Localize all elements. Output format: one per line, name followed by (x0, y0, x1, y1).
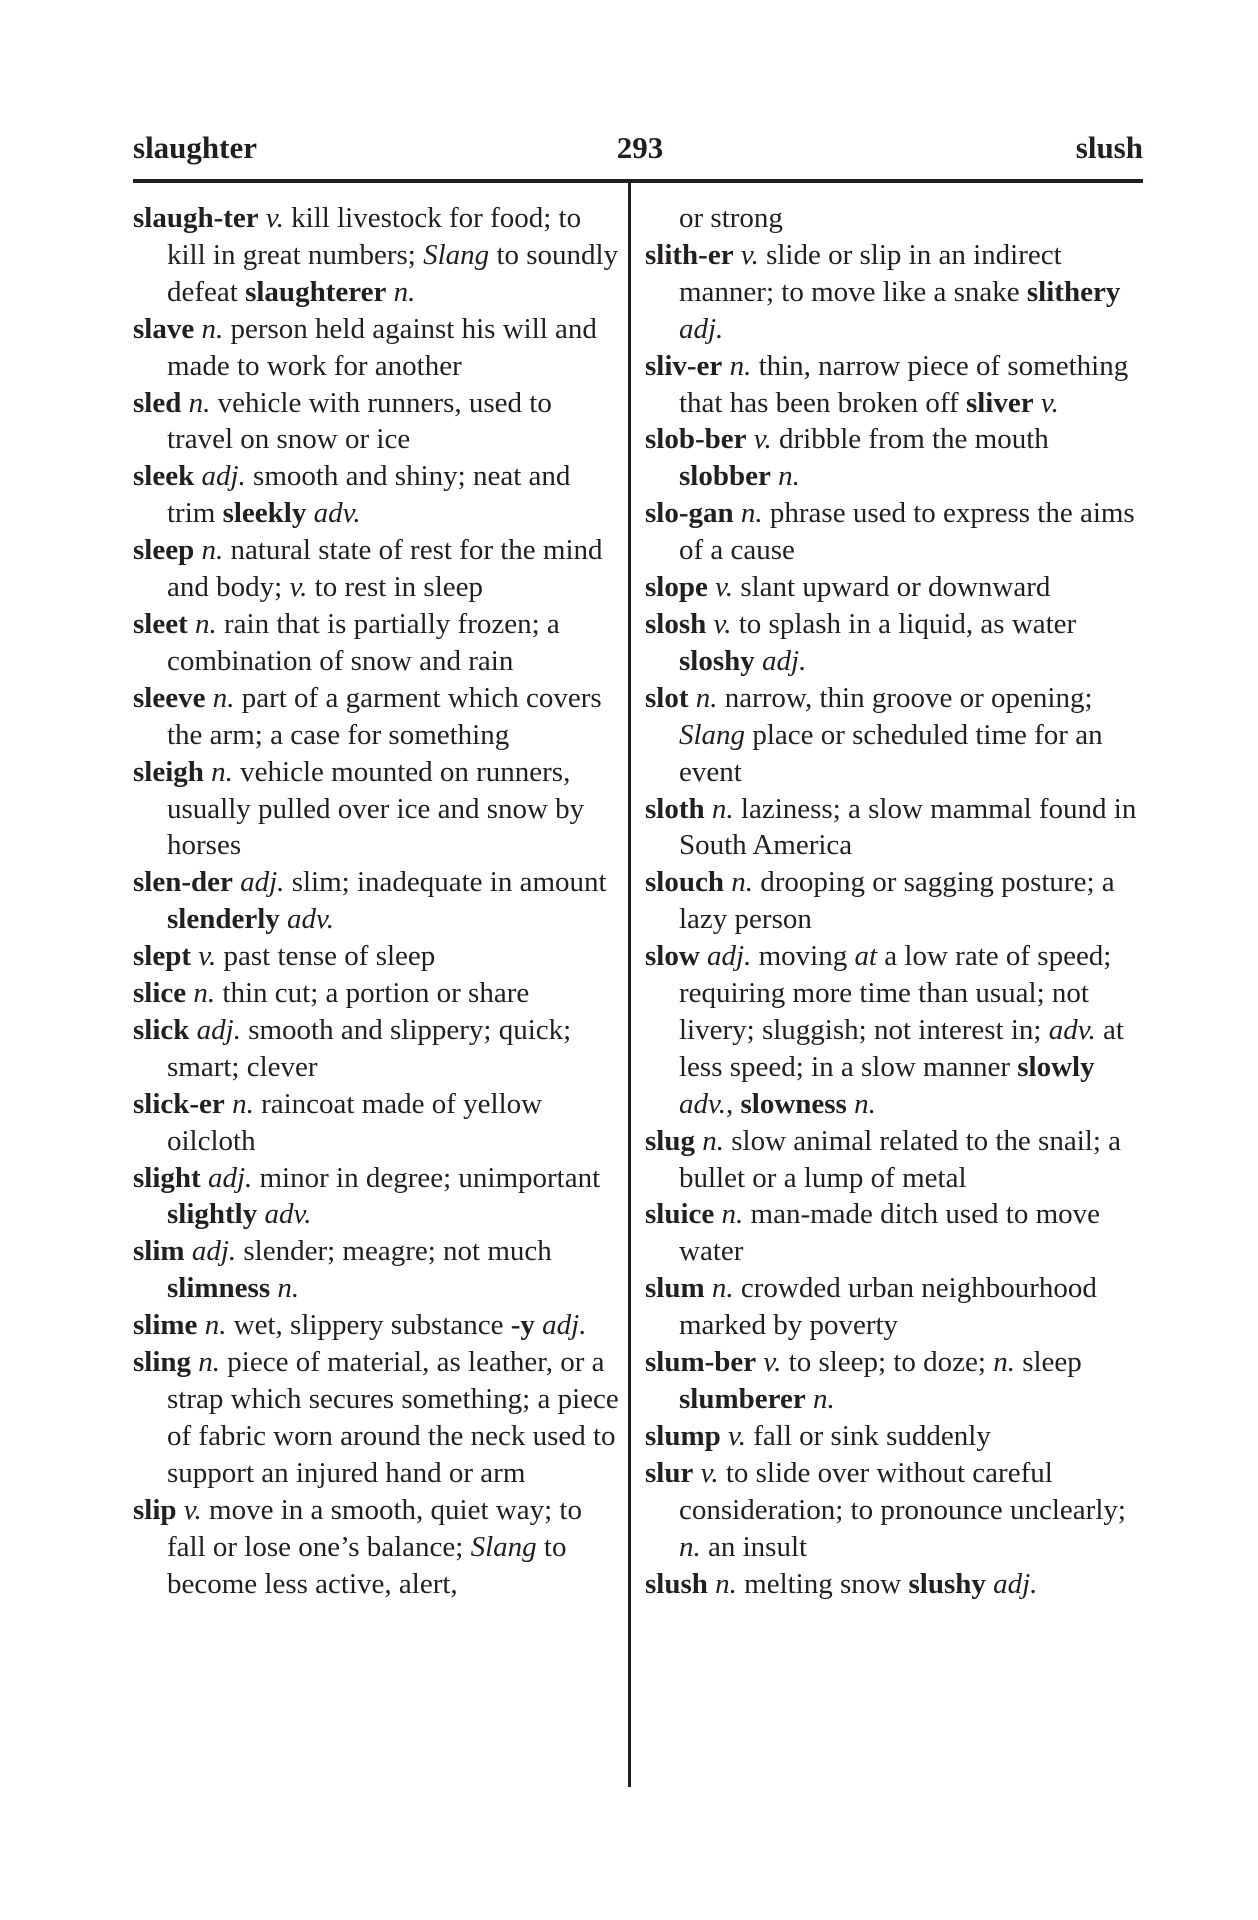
headword: slick (133, 1013, 190, 1046)
dictionary-entry (133, 864, 621, 938)
headword: slouch (645, 866, 724, 899)
derived-form: slenderly (167, 903, 280, 936)
part-of-speech: v. (713, 607, 732, 640)
part-of-speech: adj. (762, 644, 807, 677)
definition-text: a low rate of speed; requiring more time than usual; not livery; sluggish; not interest in; (679, 940, 1112, 1046)
definition-text: thin cut; a portion or share (215, 977, 530, 1010)
definition-text: smooth and shiny; neat and trim (167, 460, 571, 530)
part-of-speech: v. (183, 1493, 202, 1526)
dictionary-entry (133, 1307, 621, 1344)
definition-text: at less speed; in a slow manner (679, 1013, 1124, 1083)
part-of-speech: v. (753, 423, 772, 456)
definition-text: natural state of rest for the mind and body; (167, 534, 603, 604)
definition-text (771, 460, 778, 492)
headword: slur (645, 1456, 694, 1489)
left-guide-word: slaughter (133, 130, 257, 165)
definition-text: to become less active, alert, (167, 1530, 567, 1600)
dictionary-entry (645, 1270, 1145, 1344)
definition-text: vehicle with runners, used to travel on snow or ice (167, 386, 552, 456)
part-of-speech: n. (195, 607, 217, 640)
part-of-speech: n. (778, 460, 800, 493)
definition-text: rain that is partially frozen; a combination of snow and rain (167, 607, 560, 677)
headword: slave (133, 312, 195, 345)
headword: slug (645, 1124, 695, 1157)
definition-text (755, 645, 762, 677)
part-of-speech: n. (740, 497, 763, 530)
dictionary-entry (645, 237, 1145, 348)
part-of-speech: n. (715, 1567, 737, 1600)
dictionary-entry (133, 938, 621, 975)
headword: sleep (133, 534, 195, 567)
definition-text: minor in degree; unimportant (252, 1161, 601, 1194)
headword: slope (645, 571, 708, 604)
headword: sleigh (133, 755, 204, 788)
part-of-speech: n. (731, 866, 753, 899)
part-of-speech: n. (277, 1272, 300, 1305)
part-of-speech: v. (763, 1346, 782, 1379)
part-of-speech: n. (201, 312, 224, 345)
definition-text: laziness; a slow mammal found in South America (679, 792, 1137, 862)
part-of-speech: v. (1040, 386, 1059, 419)
dictionary-entry (645, 569, 1145, 606)
dictionary-entry (645, 1418, 1145, 1455)
part-of-speech: n. (201, 534, 224, 567)
derived-form: slithery (1026, 275, 1121, 308)
definition-text: an insult (700, 1530, 808, 1563)
dictionary-entry (645, 1123, 1145, 1197)
part-of-speech: adj. (207, 1161, 253, 1194)
part-of-speech: n. (193, 977, 216, 1010)
headword: sleeve (133, 681, 206, 714)
definition-text: moving (751, 940, 855, 973)
definition-text: crowded urban neighbourhood marked by poverty (679, 1272, 1097, 1342)
definition-text: vehicle mounted on runners, usually pulled over ice and snow by horses (167, 755, 585, 862)
definition-text: man-made ditch used to move water (679, 1198, 1101, 1268)
headword: slo-gan (645, 497, 734, 530)
dictionary-entry (645, 791, 1145, 865)
definition-text: fall or sink suddenly (746, 1419, 991, 1452)
dictionary-entry (133, 1492, 621, 1603)
headword: slow (645, 940, 700, 973)
derived-form: sleekly (222, 497, 307, 530)
part-of-speech: n. (204, 1309, 227, 1342)
definition-text: slim; inadequate in amount (284, 866, 607, 899)
definition-text: to slide over without careful consideration; to pronounce unclearly; (679, 1456, 1126, 1526)
definition-text: past tense of sleep (216, 940, 436, 973)
definition-text: to soundly defeat (167, 238, 619, 308)
part-of-speech: adj. (993, 1567, 1038, 1600)
left-column (133, 200, 621, 1602)
part-of-speech: n. (702, 1124, 724, 1157)
definition-text (257, 1198, 264, 1230)
headword: slith-er (645, 238, 734, 271)
part-of-speech: adv. (679, 1087, 726, 1120)
headword: slum (645, 1272, 705, 1305)
part-of-speech: adj. (542, 1309, 587, 1342)
dictionary-entry (645, 1196, 1145, 1270)
headword: sleet (133, 607, 188, 640)
headword: slump (645, 1419, 721, 1452)
definition-text (386, 276, 393, 308)
part-of-speech: n. (812, 1383, 835, 1415)
definition-text: slender; meagre; not much (236, 1235, 552, 1268)
derived-form: slowly (1017, 1050, 1095, 1083)
part-of-speech: v. (289, 571, 308, 604)
definition-text: slide or slip in an indirect manner; to move like a snake (679, 238, 1062, 308)
dictionary-entry (645, 680, 1145, 791)
headword: slight (133, 1161, 201, 1194)
part-of-speech: n. (711, 792, 734, 825)
usage-label: at (854, 940, 878, 973)
definition-text: place or scheduled time for an event (679, 718, 1103, 788)
headword: sliv-er (645, 349, 723, 382)
part-of-speech: v. (715, 571, 734, 604)
part-of-speech: v. (728, 1419, 746, 1452)
definition-text: dribble from the mouth (771, 423, 1049, 456)
definition-text: or strong (679, 202, 783, 234)
part-of-speech: adv. (1048, 1013, 1096, 1046)
part-of-speech: n. (711, 1272, 734, 1305)
definition-text: wet, slippery substance (226, 1309, 511, 1342)
part-of-speech: n. (211, 755, 233, 788)
part-of-speech: n. (854, 1087, 876, 1120)
right-guide-word: slush (1075, 130, 1143, 165)
headword: slen-der (133, 866, 233, 899)
dictionary-entry (133, 680, 621, 754)
definition-text: smooth and slippery; quick; smart; clever (167, 1013, 572, 1083)
headword: slaugh-ter (133, 202, 259, 234)
dictionary-entry (133, 458, 621, 532)
headword: slob-ber (645, 423, 747, 456)
page-number: 293 (616, 130, 664, 165)
dictionary-entry (133, 1344, 621, 1492)
definition-text (806, 1383, 813, 1415)
part-of-speech: adv. (313, 497, 361, 530)
derived-form: slimness (167, 1272, 271, 1305)
definition-text (280, 903, 287, 935)
derived-form: slobber (679, 460, 771, 493)
dictionary-entry (133, 1012, 621, 1086)
dictionary-entry (645, 495, 1145, 569)
dictionary-entry (133, 1086, 621, 1160)
headword: slim (133, 1235, 185, 1268)
part-of-speech: n. (729, 349, 752, 382)
part-of-speech: n. (721, 1198, 744, 1231)
usage-label: Slang (423, 238, 490, 271)
headword: slick-er (133, 1087, 225, 1120)
derived-form: sliver (965, 386, 1034, 419)
part-of-speech: n. (198, 1346, 221, 1379)
headword: sling (133, 1346, 192, 1379)
definition-text: slant upward or downward (733, 571, 1051, 604)
dictionary-entry (133, 532, 621, 606)
dictionary-entry (133, 311, 621, 385)
part-of-speech: v. (265, 202, 284, 234)
dictionary-entry (645, 606, 1145, 680)
definition-text: piece of material, as leather, or a strap which secures something; a piece of fabric worn around the neck used to support an injured hand or arm (167, 1346, 619, 1489)
part-of-speech: v. (740, 238, 759, 271)
definition-text: thin, narrow piece of something that has been broken off (679, 349, 1129, 419)
derived-form: slowness (740, 1087, 847, 1120)
dictionary-entry (133, 200, 621, 311)
headword: sloth (645, 792, 705, 825)
derived-form: slushy (908, 1567, 986, 1600)
part-of-speech: adv. (287, 903, 335, 936)
headword: sluice (645, 1198, 715, 1231)
definition-text: sleep (1014, 1346, 1082, 1379)
part-of-speech: adj. (191, 1235, 237, 1268)
headword: slot (645, 681, 689, 714)
dictionary-entry (645, 1344, 1145, 1418)
dictionary-entry (133, 1160, 621, 1234)
dictionary-entry (645, 1455, 1145, 1566)
definition-text: narrow, thin groove or opening; (717, 681, 1093, 714)
definition-text: melting snow (736, 1567, 909, 1600)
part-of-speech: adv. (264, 1198, 312, 1231)
headword: slum-ber (645, 1346, 757, 1379)
definition-text (847, 1088, 854, 1120)
headword: slosh (645, 607, 707, 640)
definition-text: phrase used to express the aims of a cause (679, 497, 1135, 567)
definition-text: to splash in a liquid, as water (731, 607, 1077, 640)
usage-label: Slang (679, 718, 746, 751)
definition-text: to rest in sleep (307, 571, 483, 604)
derived-form: slumberer (679, 1383, 806, 1415)
part-of-speech: adj. (679, 312, 724, 345)
definition-text: move in a smooth, quiet way; to fall or lose one’s balance; (167, 1493, 582, 1563)
part-of-speech: n. (212, 681, 235, 714)
dictionary-entry (645, 421, 1145, 495)
dictionary-entry (645, 864, 1145, 938)
part-of-speech: n. (695, 681, 718, 714)
definition-text (1034, 387, 1041, 419)
dictionary-entry (645, 1566, 1145, 1603)
part-of-speech: adj. (201, 460, 246, 493)
part-of-speech: v. (700, 1456, 719, 1489)
dictionary-entry (133, 1233, 621, 1307)
definition-text (306, 497, 313, 529)
derived-form: slightly (167, 1198, 258, 1231)
dictionary-entry (645, 938, 1145, 1123)
part-of-speech: adj. (707, 940, 752, 973)
definition-text: part of a garment which covers the arm; a case for something (167, 681, 602, 751)
part-of-speech: n. (232, 1087, 254, 1120)
part-of-speech: n. (393, 275, 416, 308)
part-of-speech: adj. (240, 866, 285, 899)
running-head (133, 128, 1143, 168)
dictionary-entry (133, 606, 621, 680)
derived-form: sloshy (679, 644, 755, 677)
dictionary-entry (133, 754, 621, 865)
definition-text: drooping or sagging posture; a lazy person (679, 866, 1115, 936)
headword: sleek (133, 460, 195, 493)
headword: slip (133, 1493, 177, 1526)
definition-text: person held against his will and made to work for another (167, 312, 597, 382)
definition-text: kill livestock for food; to kill in great numbers; (167, 202, 582, 271)
part-of-speech: n. (993, 1346, 1015, 1379)
column-divider (628, 181, 631, 1787)
headword: slime (133, 1309, 198, 1342)
part-of-speech: n. (188, 386, 211, 419)
definition-text: to sleep; to doze; (781, 1346, 994, 1379)
dictionary-entry (133, 975, 621, 1012)
part-of-speech: v. (198, 940, 217, 973)
part-of-speech: adj. (196, 1013, 241, 1046)
derived-form: slaughterer (245, 275, 387, 308)
right-column (645, 200, 1145, 1602)
headword: slept (133, 940, 191, 973)
continued-entry (645, 200, 1145, 237)
headword: slice (133, 977, 187, 1010)
header-rule (133, 179, 1143, 183)
derived-form: -y (510, 1309, 535, 1342)
dictionary-entry (645, 348, 1145, 422)
definition-text: raincoat made of yellow oilcloth (167, 1087, 543, 1157)
usage-label: Slang (470, 1530, 537, 1563)
headword: sled (133, 386, 182, 419)
headword: slush (645, 1567, 708, 1600)
dictionary-entry (133, 385, 621, 459)
definition-text: slow animal related to the snail; a bullet or a lump of metal (679, 1124, 1122, 1194)
part-of-speech: n. (679, 1530, 701, 1563)
definition-text: , (725, 1087, 741, 1120)
